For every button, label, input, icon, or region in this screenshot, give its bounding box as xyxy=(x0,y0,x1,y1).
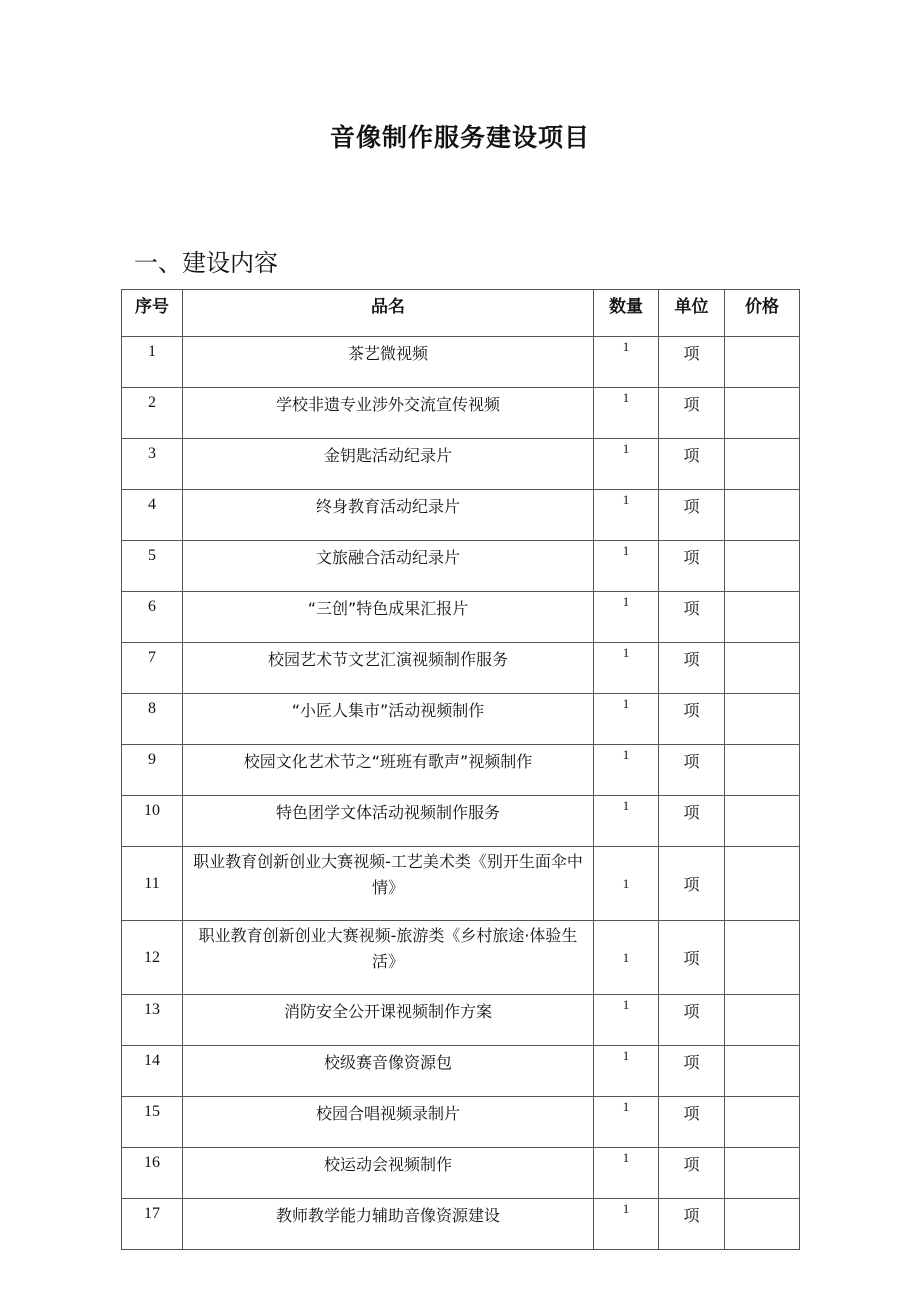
row-qty-cell: 1 xyxy=(594,439,659,490)
row-unit-cell: 项 xyxy=(659,995,725,1046)
row-name-cell: 金钥匙活动纪录片 xyxy=(183,439,594,490)
row-price-cell xyxy=(725,1097,800,1148)
table-row xyxy=(122,1199,800,1250)
row-name-cell: “三创”特色成果汇报片 xyxy=(183,592,594,643)
row-unit-cell: 项 xyxy=(659,1097,725,1148)
row-unit-cell: 项 xyxy=(659,1148,725,1199)
row-price-cell xyxy=(725,847,800,921)
row-no-cell: 13 xyxy=(122,995,183,1046)
section-heading: 一、建设内容 xyxy=(134,249,278,277)
header-qty: 数量 xyxy=(594,290,659,337)
row-no-cell: 17 xyxy=(122,1199,183,1250)
table-row xyxy=(122,796,800,847)
row-no-cell: 6 xyxy=(122,592,183,643)
table-row xyxy=(122,847,800,921)
row-name-cell: “小匠人集市”活动视频制作 xyxy=(183,694,594,745)
table-row xyxy=(122,995,800,1046)
header-price: 价格 xyxy=(725,290,800,337)
table-row xyxy=(122,1046,800,1097)
row-name-cell: 学校非遗专业涉外交流宣传视频 xyxy=(183,388,594,439)
row-name-cell: 文旅融合活动纪录片 xyxy=(183,541,594,592)
row-qty-cell: 1 xyxy=(594,592,659,643)
items-table xyxy=(121,289,800,1250)
table-row xyxy=(122,388,800,439)
row-qty-cell: 1 xyxy=(594,995,659,1046)
row-unit-cell: 项 xyxy=(659,1199,725,1250)
row-qty-cell: 1 xyxy=(594,796,659,847)
row-name-cell: 校园合唱视频录制片 xyxy=(183,1097,594,1148)
row-qty-cell: 1 xyxy=(594,337,659,388)
row-unit-cell: 项 xyxy=(659,643,725,694)
row-price-cell xyxy=(725,1199,800,1250)
row-name-cell: 校园艺术节文艺汇演视频制作服务 xyxy=(183,643,594,694)
row-unit-cell: 项 xyxy=(659,541,725,592)
table-row xyxy=(122,337,800,388)
row-unit-cell: 项 xyxy=(659,388,725,439)
header-no: 序号 xyxy=(122,290,183,337)
row-qty-cell: 1 xyxy=(594,541,659,592)
row-no-cell: 15 xyxy=(122,1097,183,1148)
row-no-cell: 5 xyxy=(122,541,183,592)
table-row xyxy=(122,439,800,490)
row-no-cell: 10 xyxy=(122,796,183,847)
table-row xyxy=(122,921,800,995)
row-qty-cell: 1 xyxy=(594,490,659,541)
table-row xyxy=(122,592,800,643)
row-no-cell: 9 xyxy=(122,745,183,796)
row-price-cell xyxy=(725,1046,800,1097)
row-name-cell: 校园文化艺术节之“班班有歌声”视频制作 xyxy=(183,745,594,796)
row-unit-cell: 项 xyxy=(659,694,725,745)
row-price-cell xyxy=(725,921,800,995)
row-qty-cell: 1 xyxy=(594,643,659,694)
table-row xyxy=(122,541,800,592)
row-no-cell: 3 xyxy=(122,439,183,490)
row-no-cell: 2 xyxy=(122,388,183,439)
row-qty-cell: 1 xyxy=(594,388,659,439)
row-qty-cell: 1 xyxy=(594,1148,659,1199)
row-no-cell: 7 xyxy=(122,643,183,694)
row-name-cell: 特色团学文体活动视频制作服务 xyxy=(183,796,594,847)
row-no-cell: 1 xyxy=(122,337,183,388)
table-row xyxy=(122,1097,800,1148)
row-qty-cell: 1 xyxy=(594,694,659,745)
table-row xyxy=(122,1148,800,1199)
row-unit-cell: 项 xyxy=(659,592,725,643)
row-no-cell: 16 xyxy=(122,1148,183,1199)
row-name-cell: 终身教育活动纪录片 xyxy=(183,490,594,541)
row-name-cell: 茶艺微视频 xyxy=(183,337,594,388)
row-unit-cell: 项 xyxy=(659,847,725,921)
row-price-cell xyxy=(725,592,800,643)
row-no-cell: 14 xyxy=(122,1046,183,1097)
row-price-cell xyxy=(725,745,800,796)
row-name-cell: 消防安全公开课视频制作方案 xyxy=(183,995,594,1046)
row-qty-cell: 1 xyxy=(594,1097,659,1148)
row-qty-cell: 1 xyxy=(594,1046,659,1097)
table-row xyxy=(122,694,800,745)
row-no-cell: 4 xyxy=(122,490,183,541)
row-unit-cell: 项 xyxy=(659,745,725,796)
row-unit-cell: 项 xyxy=(659,439,725,490)
row-unit-cell: 项 xyxy=(659,796,725,847)
row-no-cell: 8 xyxy=(122,694,183,745)
row-unit-cell: 项 xyxy=(659,337,725,388)
table-row xyxy=(122,643,800,694)
row-unit-cell: 项 xyxy=(659,1046,725,1097)
row-price-cell xyxy=(725,541,800,592)
row-no-cell: 12 xyxy=(122,921,183,995)
row-name-cell: 职业教育创新创业大赛视频-旅游类《乡村旅途·体验生活》 xyxy=(183,921,594,995)
page-title: 音像制作服务建设项目 xyxy=(329,123,590,152)
row-price-cell xyxy=(725,388,800,439)
table-row xyxy=(122,745,800,796)
table-row xyxy=(122,490,800,541)
row-qty-cell: 1 xyxy=(594,847,659,921)
row-qty-cell: 1 xyxy=(594,745,659,796)
row-price-cell xyxy=(725,643,800,694)
row-price-cell xyxy=(725,694,800,745)
row-no-cell: 11 xyxy=(122,847,183,921)
row-unit-cell: 项 xyxy=(659,921,725,995)
row-qty-cell: 1 xyxy=(594,921,659,995)
row-qty-cell: 1 xyxy=(594,1199,659,1250)
row-price-cell xyxy=(725,796,800,847)
row-name-cell: 职业教育创新创业大赛视频-工艺美术类《别开生面伞中情》 xyxy=(183,847,594,921)
header-name: 品名 xyxy=(183,290,594,337)
row-unit-cell: 项 xyxy=(659,490,725,541)
row-price-cell xyxy=(725,439,800,490)
row-price-cell xyxy=(725,337,800,388)
header-unit: 单位 xyxy=(659,290,725,337)
row-price-cell xyxy=(725,1148,800,1199)
row-name-cell: 校级赛音像资源包 xyxy=(183,1046,594,1097)
row-price-cell xyxy=(725,995,800,1046)
row-price-cell xyxy=(725,490,800,541)
table-header-row xyxy=(122,290,800,337)
row-name-cell: 校运动会视频制作 xyxy=(183,1148,594,1199)
row-name-cell: 教师教学能力辅助音像资源建设 xyxy=(183,1199,594,1250)
